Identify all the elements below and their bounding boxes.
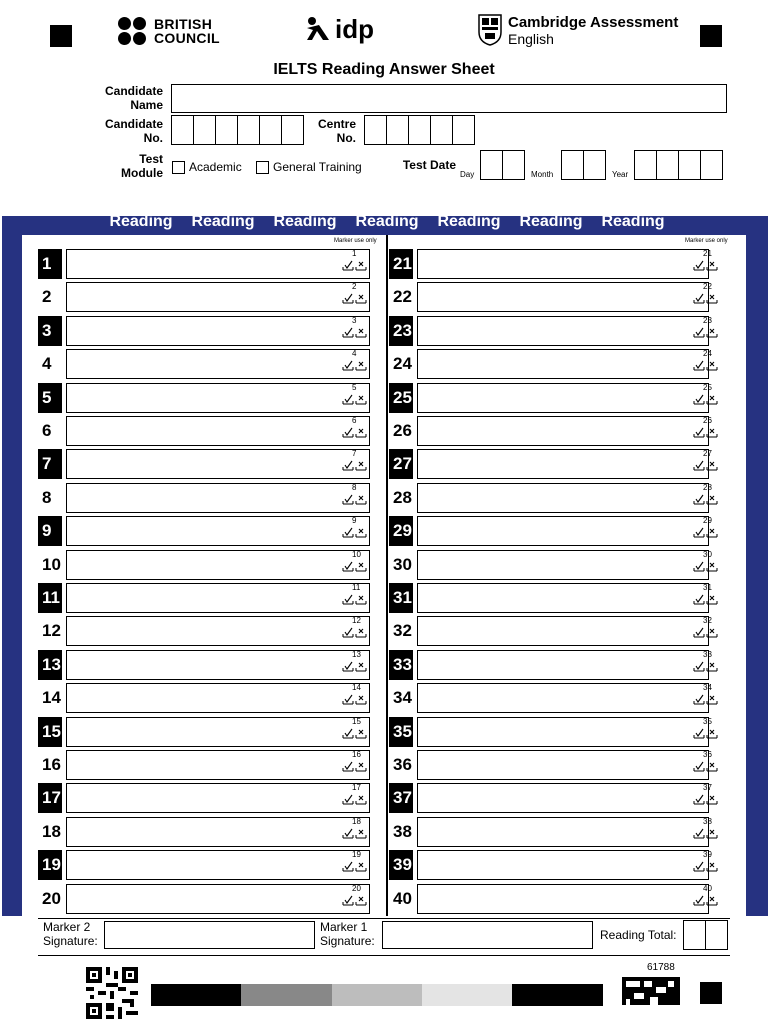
marker-tick-cross[interactable] — [336, 516, 370, 546]
tick-cross-icon — [342, 792, 368, 806]
tick-cross-icon — [693, 592, 719, 606]
marker-question-number: 13 — [352, 650, 361, 659]
british-council-logo — [118, 16, 220, 46]
answer-field[interactable] — [66, 449, 370, 479]
answer-field[interactable] — [66, 850, 370, 880]
tick-cross-icon — [693, 258, 719, 272]
marker-question-number: 22 — [703, 282, 712, 291]
tick-cross-icon — [342, 291, 368, 305]
marker-question-number: 19 — [352, 850, 361, 859]
question-number: 10 — [42, 555, 61, 574]
marker-question-number: 11 — [352, 583, 361, 592]
answer-field[interactable] — [66, 783, 370, 813]
marker-question-number: 9 — [352, 516, 357, 525]
marker-question-number: 28 — [703, 483, 712, 492]
question-number: 19 — [38, 850, 62, 880]
marker-tick-cross[interactable] — [687, 249, 721, 279]
tick-cross-icon — [342, 692, 368, 706]
answer-field[interactable] — [66, 316, 370, 346]
marker-tick-cross[interactable] — [336, 650, 370, 680]
tick-cross-icon — [693, 392, 719, 406]
answer-field[interactable] — [66, 282, 370, 312]
answer-field[interactable] — [417, 249, 709, 279]
tick-cross-icon — [693, 726, 719, 740]
marker-tick-cross[interactable] — [336, 683, 370, 713]
answer-field[interactable] — [417, 550, 709, 580]
marker-tick-cross[interactable] — [687, 683, 721, 713]
section-label: Reading — [519, 213, 583, 230]
question-number: 18 — [42, 822, 61, 841]
answer-field[interactable] — [417, 349, 709, 379]
tick-cross-icon — [342, 559, 368, 573]
marker-question-number: 6 — [352, 416, 357, 425]
centre-no-field[interactable] — [364, 115, 475, 145]
marker-tick-cross[interactable] — [336, 249, 370, 279]
marker-tick-cross[interactable] — [687, 416, 721, 446]
idp-logo — [305, 16, 374, 42]
marker-question-number: 34 — [703, 683, 712, 692]
answer-field[interactable] — [66, 550, 370, 580]
question-number: 32 — [393, 621, 412, 640]
marker-tick-cross[interactable] — [687, 850, 721, 880]
marker-tick-cross[interactable] — [336, 550, 370, 580]
marker-tick-cross[interactable] — [687, 750, 721, 780]
tick-cross-icon — [693, 425, 719, 439]
question-number: 30 — [393, 555, 412, 574]
tick-cross-icon — [342, 392, 368, 406]
marker-question-number: 8 — [352, 483, 357, 492]
question-number: 28 — [393, 488, 412, 507]
answer-field[interactable] — [417, 282, 709, 312]
question-number: 27 — [389, 449, 413, 479]
tick-cross-icon — [342, 759, 368, 773]
answer-field[interactable] — [417, 884, 709, 914]
question-number: 14 — [42, 688, 61, 707]
answer-field[interactable] — [66, 717, 370, 747]
marker-question-number: 2 — [352, 282, 357, 291]
marker-tick-cross[interactable] — [336, 316, 370, 346]
answer-field[interactable] — [417, 516, 709, 546]
qr-code-icon — [86, 967, 138, 1019]
idp-logo-text: idp — [335, 14, 374, 44]
marker-question-number: 24 — [703, 349, 712, 358]
answer-field[interactable] — [66, 817, 370, 847]
marker-question-number: 23 — [703, 316, 712, 325]
calibration-bar-pale-grey — [422, 984, 512, 1006]
marker-tick-cross[interactable] — [336, 383, 370, 413]
marker-question-number: 36 — [703, 750, 712, 759]
marker-question-number: 16 — [352, 750, 361, 759]
marker-use-only-label: Marker use only — [334, 238, 377, 244]
marker-tick-cross[interactable] — [336, 282, 370, 312]
marker-question-number: 4 — [352, 349, 357, 358]
tick-cross-icon — [693, 859, 719, 873]
marker-tick-cross[interactable] — [687, 884, 721, 914]
answer-field[interactable] — [66, 483, 370, 513]
tick-cross-icon — [693, 325, 719, 339]
marker-tick-cross[interactable] — [687, 583, 721, 613]
marker-tick-cross[interactable] — [687, 550, 721, 580]
answer-field[interactable] — [417, 616, 709, 646]
marker-tick-cross[interactable] — [336, 583, 370, 613]
year-field[interactable] — [634, 150, 723, 180]
marker-question-number: 27 — [703, 449, 712, 458]
academic-checkbox[interactable] — [172, 161, 185, 174]
cambridge-logo — [478, 14, 678, 47]
question-number: 39 — [389, 850, 413, 880]
marker-tick-cross[interactable] — [336, 416, 370, 446]
tick-cross-icon — [342, 726, 368, 740]
calibration-bar-dark-grey — [241, 984, 332, 1006]
question-number: 29 — [389, 516, 413, 546]
answer-field[interactable] — [417, 817, 709, 847]
tick-cross-icon — [342, 659, 368, 673]
tick-cross-icon — [342, 325, 368, 339]
marker-question-number: 38 — [703, 817, 712, 826]
marker-tick-cross[interactable] — [336, 717, 370, 747]
calibration-bar-light-grey — [332, 984, 422, 1006]
marker-question-number: 3 — [352, 316, 357, 325]
marker-question-number: 14 — [352, 683, 361, 692]
marker-tick-cross[interactable] — [336, 349, 370, 379]
question-number: 13 — [38, 650, 62, 680]
reading-total-label: Reading Total: — [600, 928, 677, 942]
tick-cross-icon — [342, 425, 368, 439]
question-number: 23 — [389, 316, 413, 346]
cambridge-shield-icon — [478, 14, 502, 46]
british-council-line1: BRITISH — [154, 16, 213, 32]
marker-tick-cross[interactable] — [336, 449, 370, 479]
marker-tick-cross[interactable] — [687, 282, 721, 312]
answer-field[interactable] — [66, 750, 370, 780]
tick-cross-icon — [342, 258, 368, 272]
answer-field[interactable] — [66, 683, 370, 713]
answer-field[interactable] — [417, 850, 709, 880]
month-field[interactable] — [561, 150, 606, 180]
marker-use-only-label: Marker use only — [685, 238, 728, 244]
general-training-label: General Training — [273, 160, 362, 174]
calibration-bar-black-end — [512, 984, 603, 1006]
section-label: Reading — [355, 213, 419, 230]
page-title: IELTS Reading Answer Sheet — [273, 61, 495, 78]
question-number: 26 — [393, 421, 412, 440]
answer-field[interactable] — [66, 516, 370, 546]
answer-field[interactable] — [66, 583, 370, 613]
question-number: 11 — [38, 583, 62, 613]
tick-cross-icon — [693, 358, 719, 372]
answer-field[interactable] — [417, 650, 709, 680]
section-header — [100, 213, 674, 231]
question-number: 22 — [393, 287, 412, 306]
question-number: 15 — [38, 717, 62, 747]
day-label: Day — [460, 170, 475, 179]
question-number: 33 — [389, 650, 413, 680]
question-number: 35 — [389, 717, 413, 747]
tick-cross-icon — [342, 826, 368, 840]
test-date-label: Test Date — [402, 158, 456, 172]
tick-cross-icon — [693, 458, 719, 472]
marker-question-number: 21 — [703, 249, 712, 258]
calibration-bar-black — [151, 984, 241, 1006]
sheet-code: 61788 — [647, 962, 675, 973]
question-number: 12 — [42, 621, 61, 640]
cambridge-subtitle: English — [508, 31, 554, 47]
question-number: 40 — [393, 889, 412, 908]
question-number: 34 — [393, 688, 412, 707]
marker-question-number: 40 — [703, 884, 712, 893]
tick-cross-icon — [342, 625, 368, 639]
test-module-label: Test Module — [121, 152, 163, 180]
marker-question-number: 5 — [352, 383, 357, 392]
marker-tick-cross[interactable] — [687, 717, 721, 747]
section-label: Reading — [437, 213, 501, 230]
answer-field[interactable] — [66, 650, 370, 680]
marker-tick-cross[interactable] — [687, 516, 721, 546]
answer-field[interactable] — [417, 416, 709, 446]
marker-tick-cross[interactable] — [687, 616, 721, 646]
question-number: 1 — [38, 249, 62, 279]
tick-cross-icon — [693, 792, 719, 806]
section-label: Reading — [273, 213, 337, 230]
tick-cross-icon — [342, 859, 368, 873]
idp-mark-icon — [305, 16, 331, 42]
question-number: 2 — [42, 287, 52, 306]
question-number: 38 — [393, 822, 412, 841]
candidate-name-field[interactable] — [171, 84, 727, 113]
marker-question-number: 10 — [352, 550, 361, 559]
question-number: 7 — [38, 449, 62, 479]
answer-field[interactable] — [66, 383, 370, 413]
marker-question-number: 32 — [703, 616, 712, 625]
marker-tick-cross[interactable] — [687, 483, 721, 513]
footer-rule-bottom — [38, 955, 730, 956]
answer-field[interactable] — [417, 449, 709, 479]
marker2-label: Marker 2 Signature: — [43, 920, 98, 948]
corner-mark-top-right — [700, 25, 722, 47]
question-number: 3 — [38, 316, 62, 346]
marker-tick-cross[interactable] — [336, 783, 370, 813]
tick-cross-icon — [342, 458, 368, 472]
question-number: 20 — [42, 889, 61, 908]
question-number: 4 — [42, 354, 52, 373]
general-training-checkbox[interactable] — [256, 161, 269, 174]
answer-field[interactable] — [417, 583, 709, 613]
marker-question-number: 1 — [352, 249, 357, 258]
tick-cross-icon — [342, 492, 368, 506]
academic-label: Academic — [189, 160, 242, 174]
candidate-no-field[interactable] — [171, 115, 304, 145]
british-council-line2: COUNCIL — [154, 30, 220, 46]
tick-cross-icon — [693, 692, 719, 706]
marker-tick-cross[interactable] — [336, 616, 370, 646]
marker-question-number: 35 — [703, 717, 712, 726]
marker-question-number: 12 — [352, 616, 361, 625]
question-number: 37 — [389, 783, 413, 813]
marker-tick-cross[interactable] — [687, 316, 721, 346]
marker-question-number: 30 — [703, 550, 712, 559]
marker-question-number: 18 — [352, 817, 361, 826]
tick-cross-icon — [693, 893, 719, 907]
marker-question-number: 39 — [703, 850, 712, 859]
candidate-no-label: Candidate No. — [104, 117, 163, 145]
tick-cross-icon — [693, 525, 719, 539]
answer-field[interactable] — [66, 884, 370, 914]
corner-mark-top-left — [50, 25, 72, 47]
tick-cross-icon — [342, 525, 368, 539]
tick-cross-icon — [693, 826, 719, 840]
british-council-dots-icon — [118, 17, 148, 45]
cambridge-title: Cambridge Assessment — [508, 14, 679, 31]
tick-cross-icon — [693, 759, 719, 773]
day-field[interactable] — [480, 150, 525, 180]
marker-tick-cross[interactable] — [687, 650, 721, 680]
answer-field[interactable] — [66, 349, 370, 379]
marker-question-number: 33 — [703, 650, 712, 659]
sheet-id-barcode-icon — [622, 977, 680, 1005]
tick-cross-icon — [693, 492, 719, 506]
candidate-name-label: Candidate Name — [104, 84, 163, 112]
answer-field[interactable] — [417, 717, 709, 747]
corner-mark-bottom-right — [700, 982, 722, 1004]
question-number: 21 — [389, 249, 413, 279]
question-number: 16 — [42, 755, 61, 774]
question-number: 17 — [38, 783, 62, 813]
centre-no-label: Centre No. — [317, 117, 356, 145]
marker-tick-cross[interactable] — [336, 817, 370, 847]
marker-tick-cross[interactable] — [687, 449, 721, 479]
question-number: 31 — [389, 583, 413, 613]
marker-question-number: 26 — [703, 416, 712, 425]
answer-field[interactable] — [417, 383, 709, 413]
year-label: Year — [612, 170, 629, 179]
answer-field[interactable] — [417, 750, 709, 780]
marker-tick-cross[interactable] — [687, 783, 721, 813]
marker-tick-cross[interactable] — [336, 483, 370, 513]
marker-question-number: 15 — [352, 717, 361, 726]
marker-question-number: 29 — [703, 516, 712, 525]
footer-rule-top — [38, 918, 730, 919]
answer-field[interactable] — [66, 249, 370, 279]
answer-field[interactable] — [66, 416, 370, 446]
marker-question-number: 37 — [703, 783, 712, 792]
marker2-signature-field[interactable] — [104, 921, 315, 949]
column-divider — [386, 235, 388, 916]
tick-cross-icon — [693, 625, 719, 639]
question-number: 9 — [38, 516, 62, 546]
tick-cross-icon — [693, 659, 719, 673]
answer-field[interactable] — [66, 616, 370, 646]
marker-tick-cross[interactable] — [336, 750, 370, 780]
marker-tick-cross[interactable] — [687, 817, 721, 847]
marker-question-number: 7 — [352, 449, 357, 458]
marker-tick-cross[interactable] — [336, 850, 370, 880]
marker-tick-cross[interactable] — [687, 383, 721, 413]
question-number: 25 — [389, 383, 413, 413]
marker-question-number: 25 — [703, 383, 712, 392]
answer-field[interactable] — [417, 783, 709, 813]
question-number: 8 — [42, 488, 52, 507]
question-number: 24 — [393, 354, 412, 373]
marker1-signature-field[interactable] — [382, 921, 593, 949]
marker-question-number: 31 — [703, 583, 712, 592]
marker-question-number: 17 — [352, 783, 361, 792]
marker1-label: Marker 1 Signature: — [320, 920, 375, 948]
marker-tick-cross[interactable] — [687, 349, 721, 379]
question-number: 36 — [393, 755, 412, 774]
marker-tick-cross[interactable] — [336, 884, 370, 914]
tick-cross-icon — [342, 893, 368, 907]
section-label: Reading — [601, 213, 665, 230]
answer-field[interactable] — [417, 683, 709, 713]
marker-question-number: 20 — [352, 884, 361, 893]
section-label: Reading — [109, 213, 173, 230]
question-number: 6 — [42, 421, 52, 440]
question-number: 5 — [38, 383, 62, 413]
tick-cross-icon — [342, 592, 368, 606]
tick-cross-icon — [693, 559, 719, 573]
month-label: Month — [531, 170, 554, 179]
answer-field[interactable] — [417, 316, 709, 346]
reading-total-field[interactable] — [683, 920, 728, 950]
answer-field[interactable] — [417, 483, 709, 513]
tick-cross-icon — [693, 291, 719, 305]
tick-cross-icon — [342, 358, 368, 372]
section-label: Reading — [191, 213, 255, 230]
